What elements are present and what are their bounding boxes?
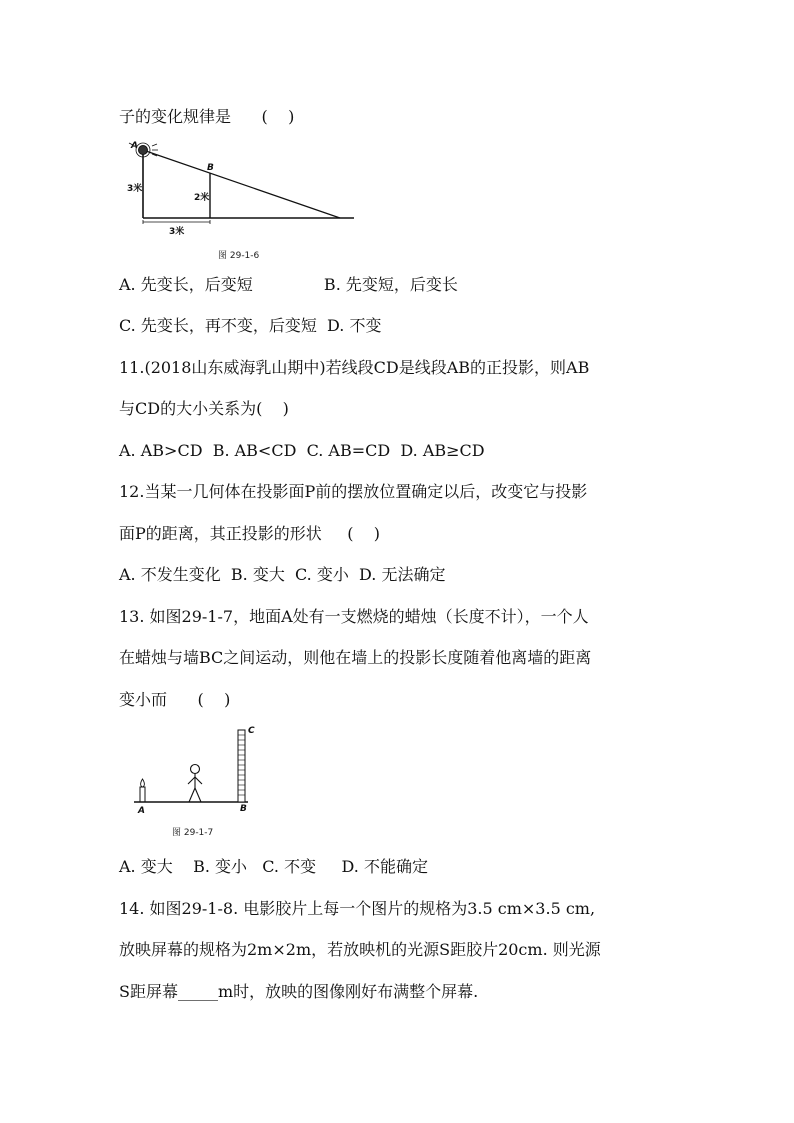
fig7-label-b: B bbox=[240, 804, 247, 814]
q14-line-2: 放映屏幕的规格为2m×2m，若放映机的光源S距胶片20cm. 则光源 bbox=[119, 940, 601, 959]
q13-options: A. 变大 B. 变小 C. 不变 D. 不能确定 bbox=[119, 857, 428, 876]
q10-options-1: A. 先变长，后变短 B. 先变短，后变长 bbox=[119, 275, 458, 294]
q13-line-3: 变小而 ( ) bbox=[119, 690, 231, 709]
fig7-label-a: A bbox=[138, 806, 145, 816]
q11-line-1: 11.(2018山东威海乳山期中)若线段CD是线段AB的正投影，则AB bbox=[119, 358, 590, 377]
wall-bc bbox=[238, 730, 245, 802]
candle-icon bbox=[140, 779, 145, 802]
fig7-caption: 图 29-1-7 bbox=[172, 828, 214, 838]
q10-stem-tail: 子的变化规律是 ( ) bbox=[119, 107, 295, 126]
fig6-label-a: A bbox=[131, 141, 138, 151]
q12-line-2: 面P的距离，其正投影的形状 ( ) bbox=[119, 524, 381, 543]
q11-options: A. AB>CD B. AB<CD C. AB=CD D. AB≥CD bbox=[119, 441, 485, 460]
q10-options-2: C. 先变长，再不变，后变短 D. 不变 bbox=[119, 316, 382, 335]
fig6-label-b: B bbox=[207, 163, 214, 173]
q14-line-3: S距屏幕_____m时，放映的图像刚好布满整个屏幕. bbox=[119, 982, 479, 1001]
person-icon bbox=[188, 765, 202, 803]
light-ray bbox=[143, 150, 340, 218]
q13-line-1: 13. 如图29-1-7，地面A处有一支燃烧的蜡烛（长度不计），一个人 bbox=[119, 607, 589, 626]
q13-line-2: 在蜡烛与墙BC之间运动，则他在墙上的投影长度随着他离墙的距离 bbox=[119, 648, 592, 667]
fig7-label-c: C bbox=[248, 726, 255, 736]
figure-29-1-6 bbox=[128, 140, 360, 265]
q11-line-2: 与CD的大小关系为( ) bbox=[119, 399, 289, 418]
q12-options: A. 不发生变化 B. 变大 C. 变小 D. 无法确定 bbox=[119, 565, 446, 584]
q14-line-1: 14. 如图29-1-8. 电影胶片上每一个图片的规格为3.5 cm×3.5 cm, bbox=[119, 899, 596, 918]
fig6-caption: 图 29-1-6 bbox=[218, 251, 260, 261]
figure-29-1-7 bbox=[130, 725, 255, 815]
fig6-distance: 3米 bbox=[169, 227, 185, 237]
fig6-pole-height: 2米 bbox=[194, 193, 210, 203]
q12-line-1: 12.当某一几何体在投影面P前的摆放位置确定以后，改变它与投影 bbox=[119, 482, 588, 501]
fig6-lamp-height: 3米 bbox=[127, 184, 143, 194]
